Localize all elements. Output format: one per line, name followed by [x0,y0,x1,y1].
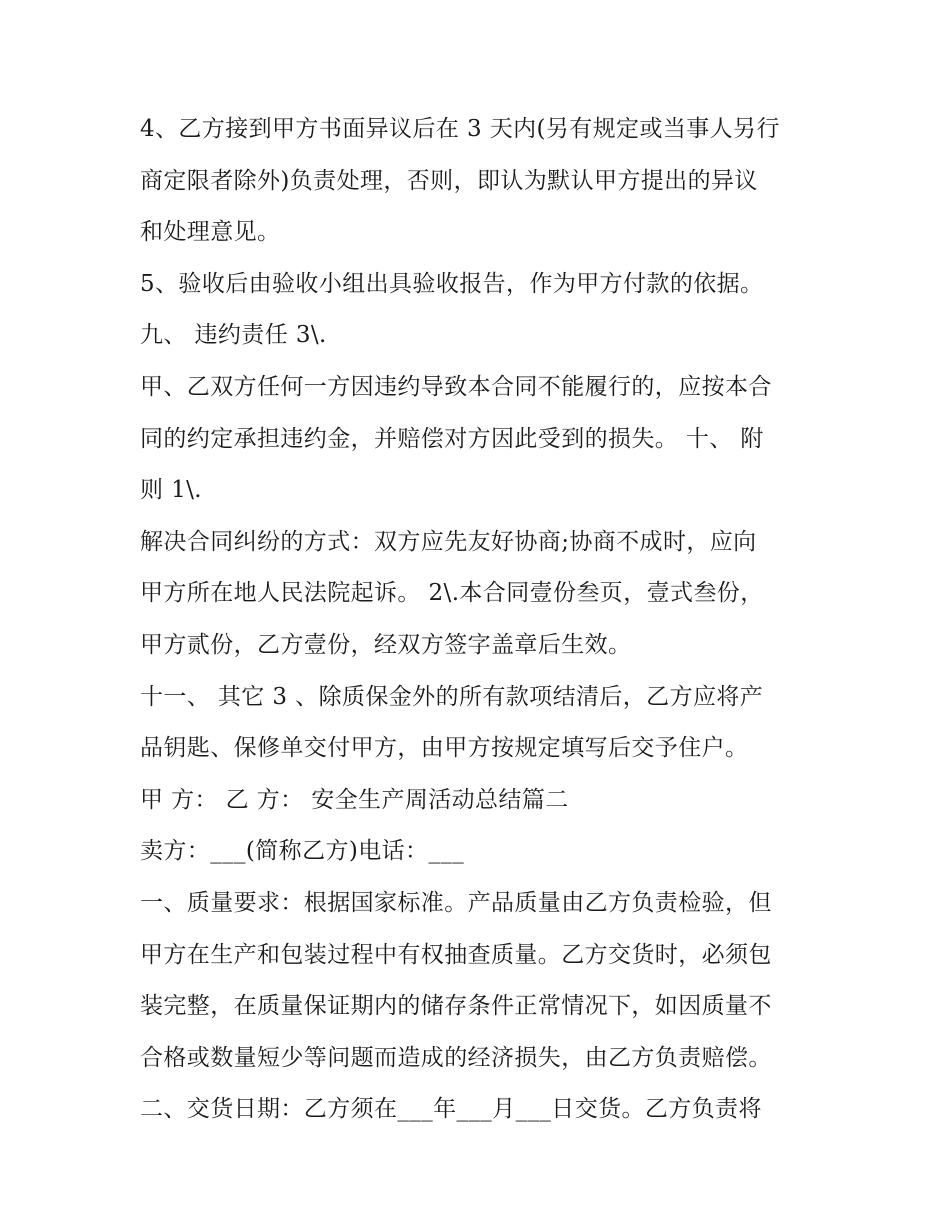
text-line: 解决合同纠纷的方式：双方应先友好协商;协商不成时，应向 [140,528,757,555]
seller-info-line: 卖方：___(简称乙方)电话：___ [140,838,465,865]
text-line: 则 1\. [140,477,203,504]
text-line: 和处理意见。 [140,219,281,246]
text-line: 5、验收后由验收小组出具验收报告，作为甲方付款的依据。 [140,270,764,297]
text-line: 品钥匙、保修单交付甲方，由甲方按规定填写后交予住户。 [140,735,749,762]
text-line: 甲方所在地人民法院起诉。 2\.本合同壹份叁页，壹式叁份， [140,580,764,607]
section-heading: 九、 违约责任 3\. [140,322,327,349]
text-line: 同的约定承担违约金，并赔偿对方因此受到的损失。 十、 附 [140,425,764,452]
text-line: 一、质量要求：根据国家标准。产品质量由乙方负责检验，但 [140,889,772,916]
text-line: 甲方贰份，乙方壹份，经双方签字盖章后生效。 [140,631,632,658]
text-line: 装完整，在质量保证期内的储存条件正常情况下，如因质量不 [140,993,772,1020]
text-line: 合格或数量短少等问题而造成的经济损失，由乙方负责赔偿。 [140,1044,772,1071]
text-line: 甲、乙双方任何一方因违约导致本合同不能履行的，应按本合 [140,373,772,400]
text-line: 二、交货日期：乙方须在___年___月___日交货。乙方负责将 [140,1096,762,1123]
text-line: 甲方在生产和包装过程中有权抽查质量。乙方交货时，必须包 [140,941,772,968]
signature-line: 甲 方： 乙 方： 安全生产周活动总结篇二 [140,786,569,813]
text-line: 商定限者除外)负责处理，否则，即认为默认甲方提出的异议 [140,167,758,194]
text-line: 十一、 其它 3 、除质保金外的所有款项结清后，乙方应将产 [140,683,764,710]
text-line: 4、乙方接到甲方书面异议后在 3 天内(另有规定或当事人另行 [140,116,780,142]
document-body [140,104,820,1136]
